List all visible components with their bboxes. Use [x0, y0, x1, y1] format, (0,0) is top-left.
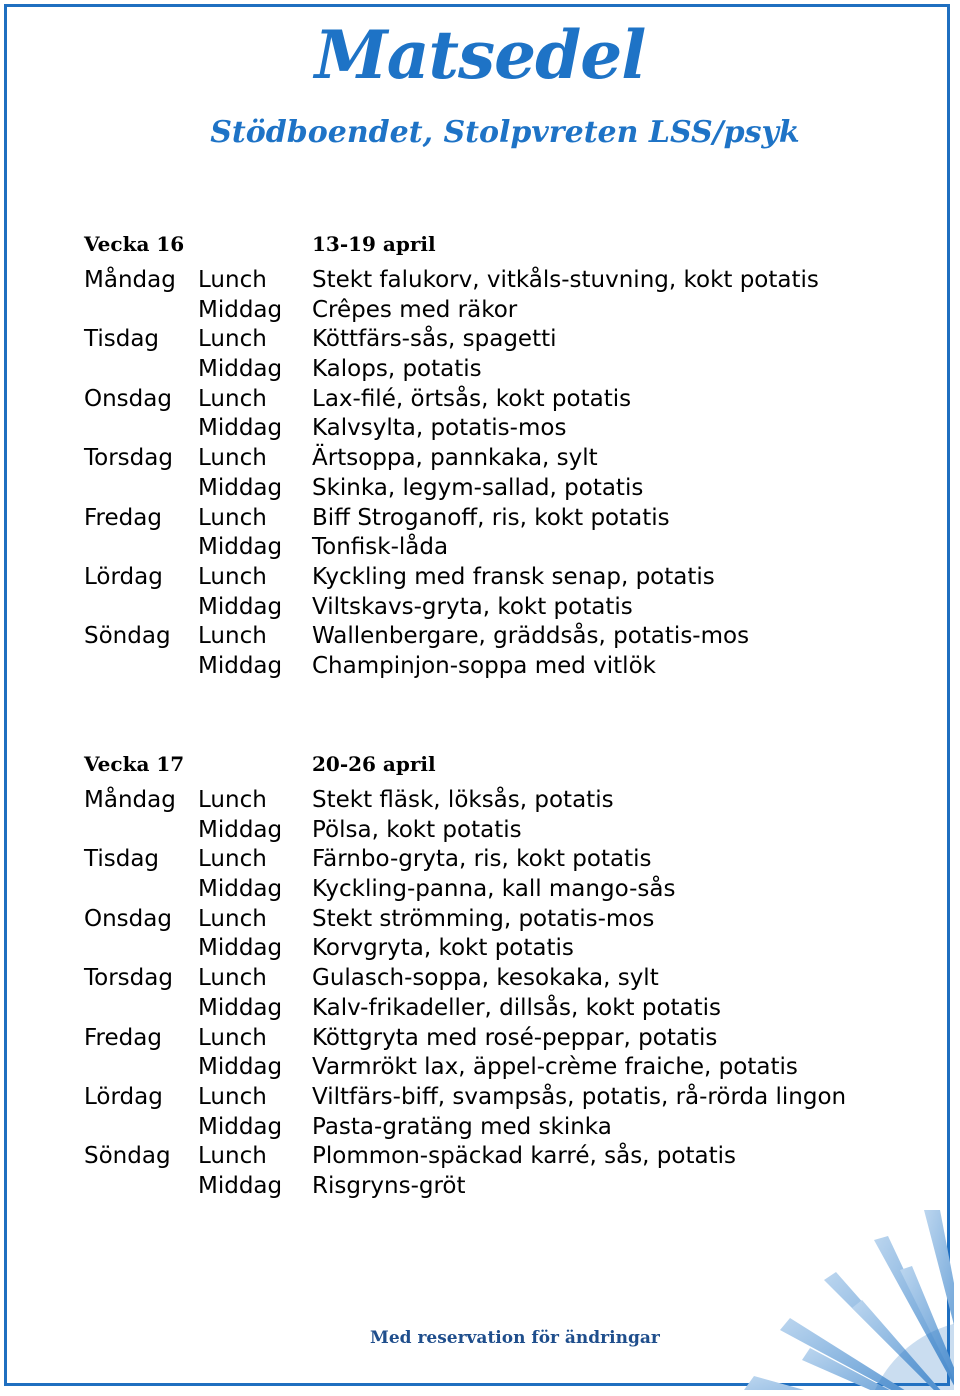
- dish-text: Kyckling-panna, kall mango-sås: [312, 876, 676, 903]
- meal-label: Middag: [198, 652, 283, 679]
- week-header: [84, 750, 924, 786]
- dish-text: Varmrökt lax, äppel-crème fraiche, potatis: [312, 1054, 798, 1081]
- dish-text: Stekt fläsk, löksås, potatis: [312, 787, 614, 813]
- page-subtitle: Stödboendet, Stolpvreten LSS/psyk: [210, 115, 800, 150]
- dish-text: Köttgryta med rosé-peppar, potatis: [312, 1024, 718, 1051]
- menu-row: [84, 1024, 924, 1054]
- dish-text: Ärtsoppa, pannkaka, sylt: [312, 445, 598, 472]
- menu-row: [84, 444, 924, 474]
- day-label: Måndag: [84, 267, 176, 293]
- meal-label: Middag: [198, 935, 283, 962]
- menu-row: [84, 652, 924, 682]
- sunburst-decoration: [684, 1200, 954, 1390]
- meal-label: Middag: [198, 1113, 283, 1140]
- menu-row: [84, 1053, 924, 1083]
- day-label: Fredag: [84, 1024, 162, 1051]
- meal-label: Lunch: [198, 1024, 267, 1051]
- week-section-17: [84, 750, 924, 1202]
- dish-text: Kalv-frikadeller, dillsås, kokt potatis: [312, 994, 722, 1021]
- meal-label: Middag: [198, 296, 283, 323]
- meal-label: Lunch: [198, 905, 267, 932]
- meal-label: Lunch: [198, 445, 267, 472]
- meal-label: Middag: [198, 876, 283, 903]
- menu-row: [84, 994, 924, 1024]
- menu-row: [84, 1172, 924, 1202]
- dish-text: Pasta-gratäng med skinka: [312, 1113, 612, 1140]
- meal-label: Middag: [198, 1054, 283, 1081]
- menu-row: [84, 593, 924, 623]
- meal-label: Lunch: [198, 787, 267, 813]
- menu-list: [84, 786, 924, 1202]
- meal-label: Lunch: [198, 563, 267, 590]
- week-header: [84, 230, 924, 266]
- day-label: Lördag: [84, 1083, 163, 1110]
- menu-row: [84, 296, 924, 326]
- dish-text: Kyckling med fransk senap, potatis: [312, 563, 715, 590]
- dish-text: Kalops, potatis: [312, 356, 482, 383]
- menu-row: [84, 1083, 924, 1113]
- dish-text: Färnbo-gryta, ris, kokt potatis: [312, 846, 652, 873]
- menu-row: [84, 622, 924, 652]
- dish-text: Champinjon-soppa med vitlök: [312, 652, 656, 679]
- day-label: Tisdag: [84, 326, 160, 353]
- page-title: Matsedel: [314, 16, 646, 94]
- week-dates: 20-26 april: [312, 752, 436, 776]
- day-label: Onsdag: [84, 905, 172, 932]
- menu-row: [84, 385, 924, 415]
- menu-row: [84, 355, 924, 385]
- dish-text: Tonfisk-låda: [312, 534, 449, 561]
- dish-text: Viltskavs-gryta, kokt potatis: [312, 593, 633, 620]
- day-label: Måndag: [84, 787, 176, 813]
- menu-row: [84, 325, 924, 355]
- dish-text: Skinka, legym-sallad, potatis: [312, 474, 644, 501]
- meal-label: Lunch: [198, 1143, 267, 1170]
- footer-note: Med reservation för ändringar: [370, 1328, 660, 1348]
- meal-label: Lunch: [198, 267, 267, 293]
- day-label: Torsdag: [84, 965, 173, 992]
- day-label: Söndag: [84, 1143, 171, 1170]
- day-label: Fredag: [84, 504, 162, 531]
- dish-text: Risgryns-gröt: [312, 1172, 466, 1199]
- day-label: Lördag: [84, 563, 163, 590]
- day-label: Tisdag: [84, 846, 160, 873]
- meal-label: Middag: [198, 415, 283, 442]
- meal-label: Middag: [198, 816, 283, 843]
- meal-label: Lunch: [198, 385, 267, 412]
- menu-row: [84, 905, 924, 935]
- dish-text: Crêpes med räkor: [312, 296, 518, 323]
- dish-text: Biff Stroganoff, ris, kokt potatis: [312, 504, 670, 531]
- menu-row: [84, 266, 924, 296]
- dish-text: Wallenbergare, gräddsås, potatis-mos: [312, 623, 750, 650]
- menu-row: [84, 533, 924, 563]
- meal-label: Lunch: [198, 1083, 267, 1110]
- menu-row: [84, 414, 924, 444]
- dish-text: Korvgryta, kokt potatis: [312, 935, 574, 962]
- meal-label: Lunch: [198, 623, 267, 650]
- dish-text: Kalvsylta, potatis-mos: [312, 415, 567, 442]
- day-label: Söndag: [84, 623, 171, 650]
- day-label: Onsdag: [84, 385, 172, 412]
- dish-text: Plommon-späckad karré, sås, potatis: [312, 1143, 736, 1170]
- dish-text: Gulasch-soppa, kesokaka, sylt: [312, 965, 659, 992]
- meal-label: Lunch: [198, 504, 267, 531]
- meal-label: Middag: [198, 356, 283, 383]
- meal-label: Middag: [198, 593, 283, 620]
- meal-label: Lunch: [198, 846, 267, 873]
- meal-label: Lunch: [198, 965, 267, 992]
- menu-row: [84, 563, 924, 593]
- menu-row: [84, 786, 924, 816]
- menu-row: [84, 964, 924, 994]
- meal-label: Middag: [198, 474, 283, 501]
- dish-text: Pölsa, kokt potatis: [312, 816, 522, 843]
- menu-row: [84, 875, 924, 905]
- meal-label: Middag: [198, 994, 283, 1021]
- meal-label: Middag: [198, 1172, 283, 1199]
- menu-row: [84, 816, 924, 846]
- week-label: Vecka 16: [84, 232, 185, 256]
- meal-label: Lunch: [198, 326, 267, 353]
- dish-text: Stekt strömming, potatis-mos: [312, 905, 655, 932]
- dish-text: Stekt falukorv, vitkåls-stuvning, kokt potatis: [312, 267, 819, 293]
- meal-label: Middag: [198, 534, 283, 561]
- menu-row: [84, 504, 924, 534]
- menu-row: [84, 1113, 924, 1143]
- week-section-16: [84, 230, 924, 682]
- week-label: Vecka 17: [84, 752, 185, 776]
- menu-row: [84, 1142, 924, 1172]
- menu-row: [84, 934, 924, 964]
- menu-list: [84, 266, 924, 682]
- menu-row: [84, 845, 924, 875]
- dish-text: Köttfärs-sås, spagetti: [312, 326, 557, 353]
- week-dates: 13-19 april: [312, 232, 436, 256]
- menu-row: [84, 474, 924, 504]
- dish-text: Lax-filé, örtsås, kokt potatis: [312, 385, 632, 412]
- day-label: Torsdag: [84, 445, 173, 472]
- dish-text: Viltfärs-biff, svampsås, potatis, rå-rörda lingon: [312, 1083, 847, 1110]
